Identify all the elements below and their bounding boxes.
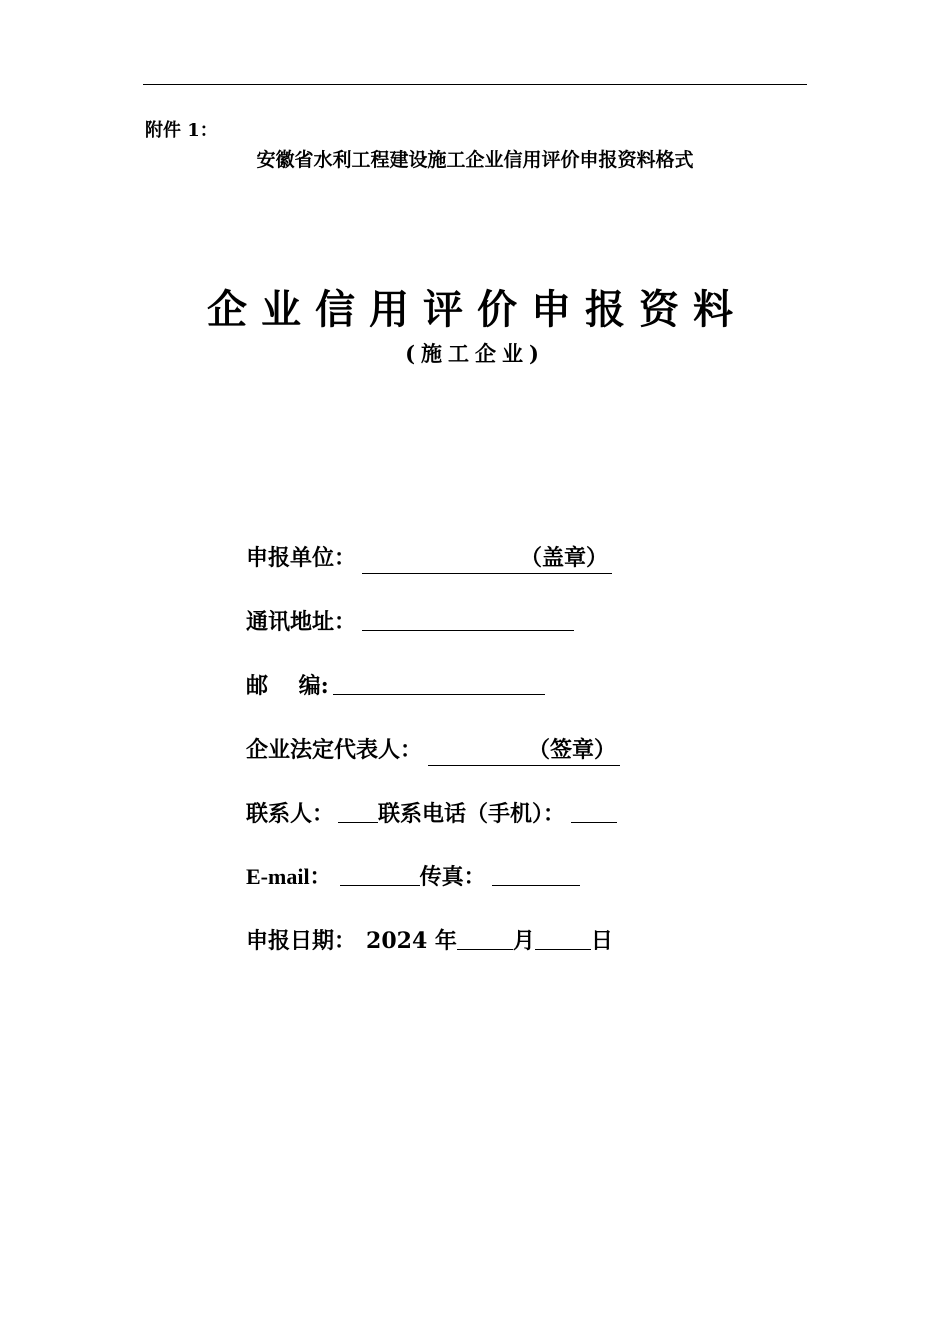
applicant-row — [246, 543, 612, 574]
applicant-label: 申报单位： — [246, 545, 357, 571]
legal-rep-label: 企业法定代表人： — [246, 737, 423, 763]
date-month-label: 月 — [512, 928, 535, 954]
legal-rep-row — [246, 735, 620, 766]
contact-row — [246, 799, 617, 829]
main-title: 企业信用评价申报资料 — [207, 286, 747, 333]
postcode-label: 邮 编: — [246, 673, 329, 699]
contact-field[interactable] — [338, 802, 378, 823]
email-row — [246, 862, 580, 892]
fax-field[interactable] — [492, 865, 580, 886]
header-rule — [143, 84, 807, 85]
date-year: 2024 年 — [366, 928, 457, 954]
phone-label: 联系电话（手机）： — [378, 801, 566, 827]
date-row — [246, 926, 613, 956]
postcode-field[interactable] — [333, 674, 545, 695]
phone-field[interactable] — [571, 802, 617, 823]
address-label: 通讯地址： — [246, 609, 357, 635]
postcode-row — [246, 671, 545, 701]
email-field[interactable] — [340, 865, 420, 886]
attachment-label: 附件 1： — [145, 120, 218, 141]
sub-title: (施工企业) — [405, 341, 545, 366]
legal-rep-sign-suffix: （签章） — [528, 737, 617, 763]
day-field[interactable] — [535, 929, 591, 950]
format-title: 安徽省水利工程建设施工企业信用评价申报资料格式 — [256, 149, 694, 171]
applicant-seal-suffix: （盖章） — [520, 545, 609, 571]
fax-label: 传真： — [419, 864, 486, 890]
legal-rep-field[interactable] — [428, 735, 620, 766]
contact-label: 联系人： — [246, 801, 335, 827]
applicant-field[interactable] — [362, 543, 612, 574]
address-field[interactable] — [362, 610, 574, 631]
email-label: E-mail： — [246, 864, 332, 889]
date-day-label: 日 — [590, 928, 613, 954]
month-field[interactable] — [457, 929, 513, 950]
date-label: 申报日期： — [246, 928, 357, 954]
address-row — [246, 607, 574, 637]
